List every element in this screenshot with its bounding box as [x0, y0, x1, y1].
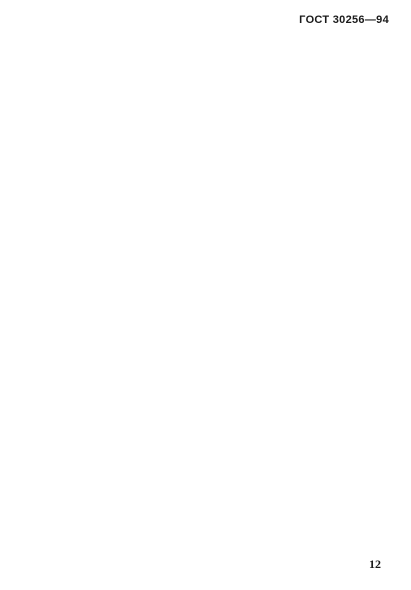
standard-code: ГОСТ 30256—94 — [299, 14, 389, 26]
page-number: 12 — [369, 557, 381, 571]
rotated-page-body — [18, 40, 370, 545]
rotated-content — [0, 40, 18, 545]
